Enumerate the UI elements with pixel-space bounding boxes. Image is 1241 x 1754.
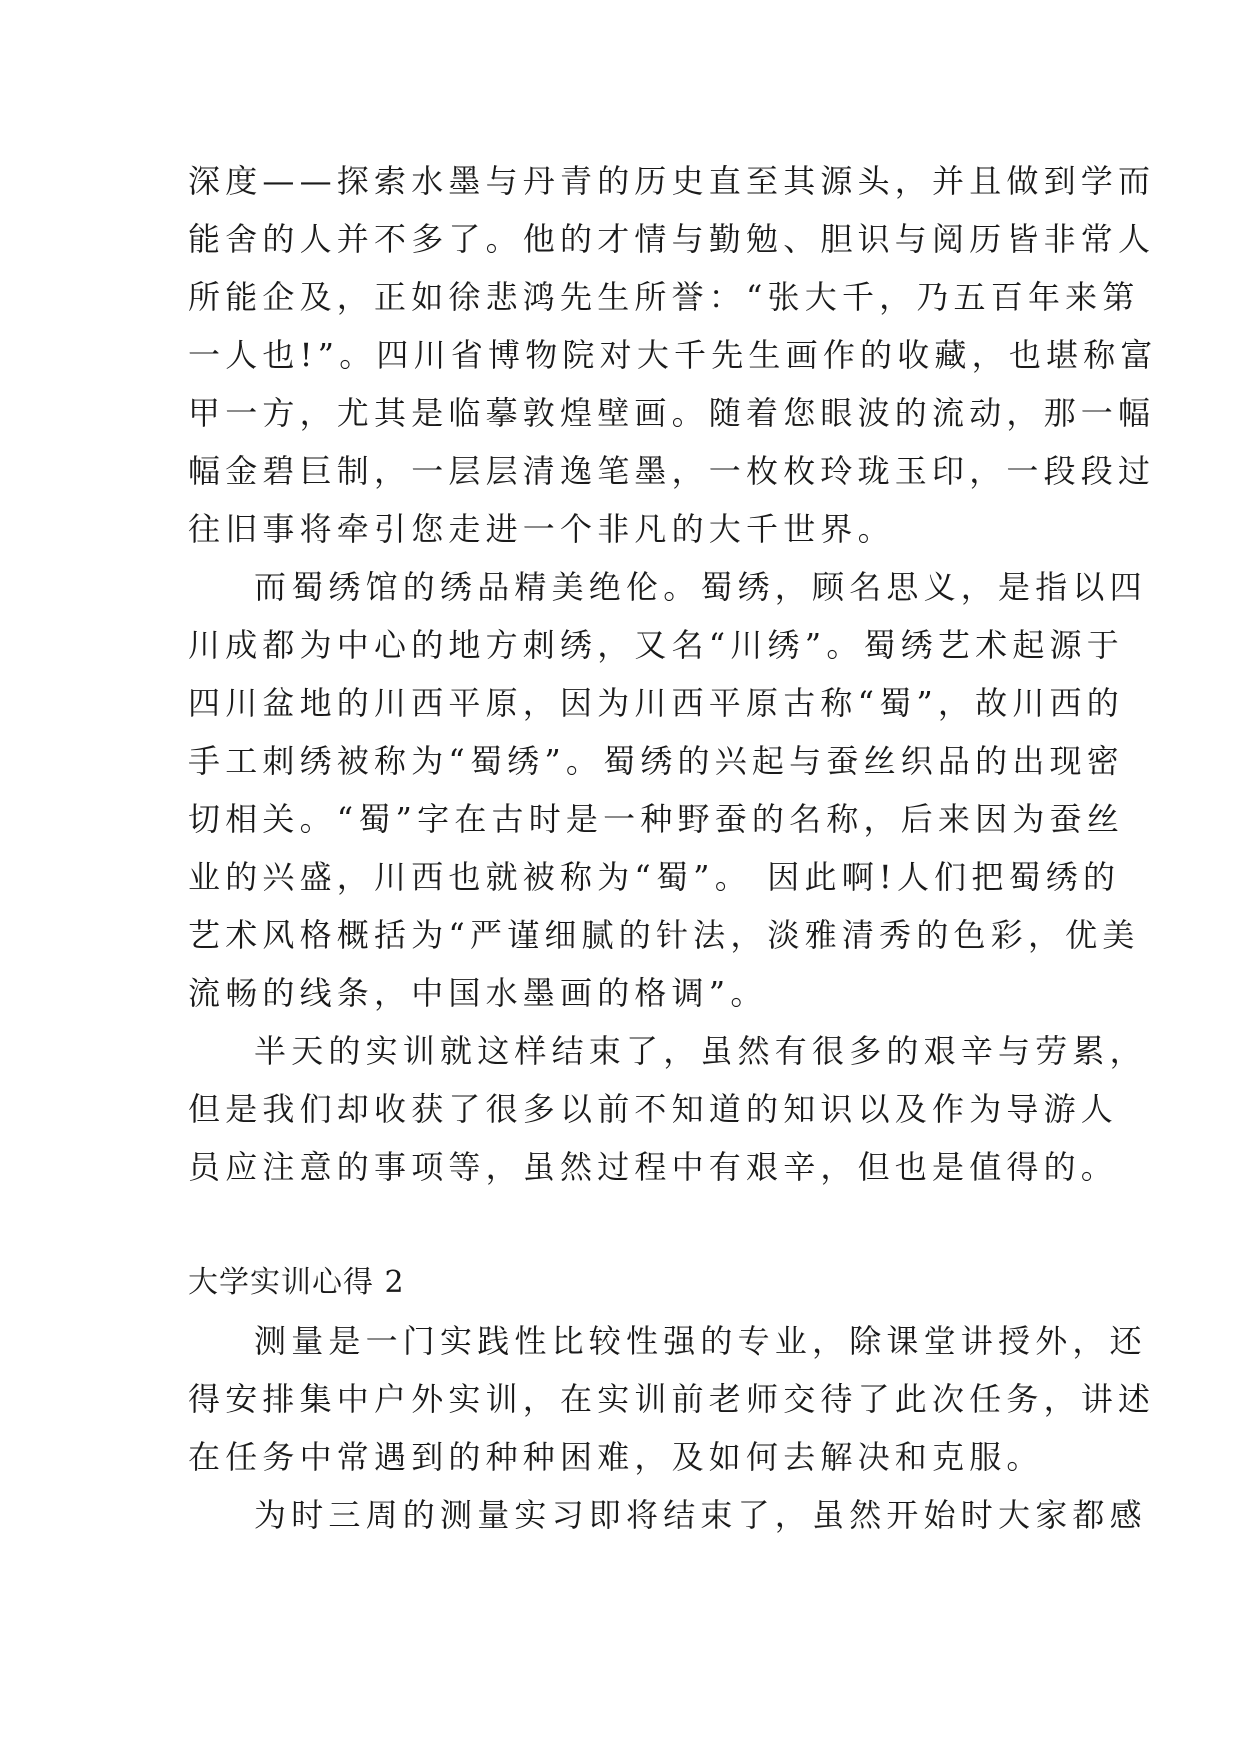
paragraph-2 bbox=[188, 558, 1147, 1022]
text-line: 半天的实训就这样结束了，虽然有很多的艰辛与劳累， bbox=[254, 1032, 1147, 1070]
text-line: 四川盆地的川西平原，因为川西平原古称“蜀”，故川西的 bbox=[188, 684, 1124, 722]
paragraph-4 bbox=[188, 1312, 1156, 1486]
text-line: 而蜀绣馆的绣品精美绝伦。蜀绣，顾名思义，是指以四 bbox=[254, 568, 1147, 606]
paragraph-1 bbox=[188, 152, 1158, 558]
text-line: 幅金碧巨制，一层层清逸笔墨，一枚枚玲珑玉印，一段段过 bbox=[188, 452, 1156, 490]
text-line: 手工刺绣被称为“蜀绣”。蜀绣的兴起与蚕丝织品的出现密 bbox=[188, 742, 1124, 780]
document-page bbox=[188, 152, 1158, 1544]
text-line: 艺术风格概括为“严谨细腻的针法，淡雅清秀的色彩，优美 bbox=[188, 916, 1140, 954]
text-line: 流畅的线条，中国水墨画的格调”。 bbox=[188, 974, 768, 1012]
text-line: 一人也!”。四川省博物院对大千先生画作的收藏，也堪称富 bbox=[188, 336, 1158, 374]
paragraph-3 bbox=[188, 1022, 1147, 1196]
text-line: 能舍的人并不多了。他的才情与勤勉、胆识与阅历皆非常人 bbox=[188, 220, 1156, 258]
paragraph-5 bbox=[188, 1486, 1147, 1544]
text-line: 得安排集中户外实训，在实训前老师交待了此次任务，讲述 bbox=[188, 1380, 1156, 1418]
text-line: 川成都为中心的地方刺绣，又名“川绣”。蜀绣艺术起源于 bbox=[188, 626, 1124, 664]
text-line: 甲一方，尤其是临摹敦煌壁画。随着您眼波的流动，那一幅 bbox=[188, 394, 1156, 432]
text-line: 测量是一门实践性比较性强的专业，除课堂讲授外，还 bbox=[254, 1322, 1147, 1360]
text-line: 深度——探索水墨与丹青的历史直至其源头，并且做到学而 bbox=[188, 162, 1156, 200]
text-line: 在任务中常遇到的种种困难，及如何去解决和克服。 bbox=[188, 1438, 1044, 1476]
text-line: 切相关。“蜀”字在古时是一种野蚕的名称，后来因为蚕丝 bbox=[188, 800, 1124, 838]
text-line: 业的兴盛，川西也就被称为“蜀”。 因此啊!人们把蜀绣的 bbox=[188, 858, 1121, 896]
text-line: 往旧事将牵引您走进一个非凡的大千世界。 bbox=[188, 510, 895, 548]
text-line: 但是我们却收获了很多以前不知道的知识以及作为导游人 bbox=[188, 1090, 1119, 1128]
text-line: 员应注意的事项等，虽然过程中有艰辛，但也是值得的。 bbox=[188, 1148, 1119, 1186]
text-line: 为时三周的测量实习即将结束了，虽然开始时大家都感 bbox=[254, 1496, 1147, 1534]
text-line: 所能企及，正如徐悲鸿先生所誉：“张大千，乃五百年来第 bbox=[188, 278, 1140, 316]
paragraph-gap bbox=[188, 1196, 1054, 1254]
section-heading: 大学实训心得 2 bbox=[188, 1265, 405, 1300]
